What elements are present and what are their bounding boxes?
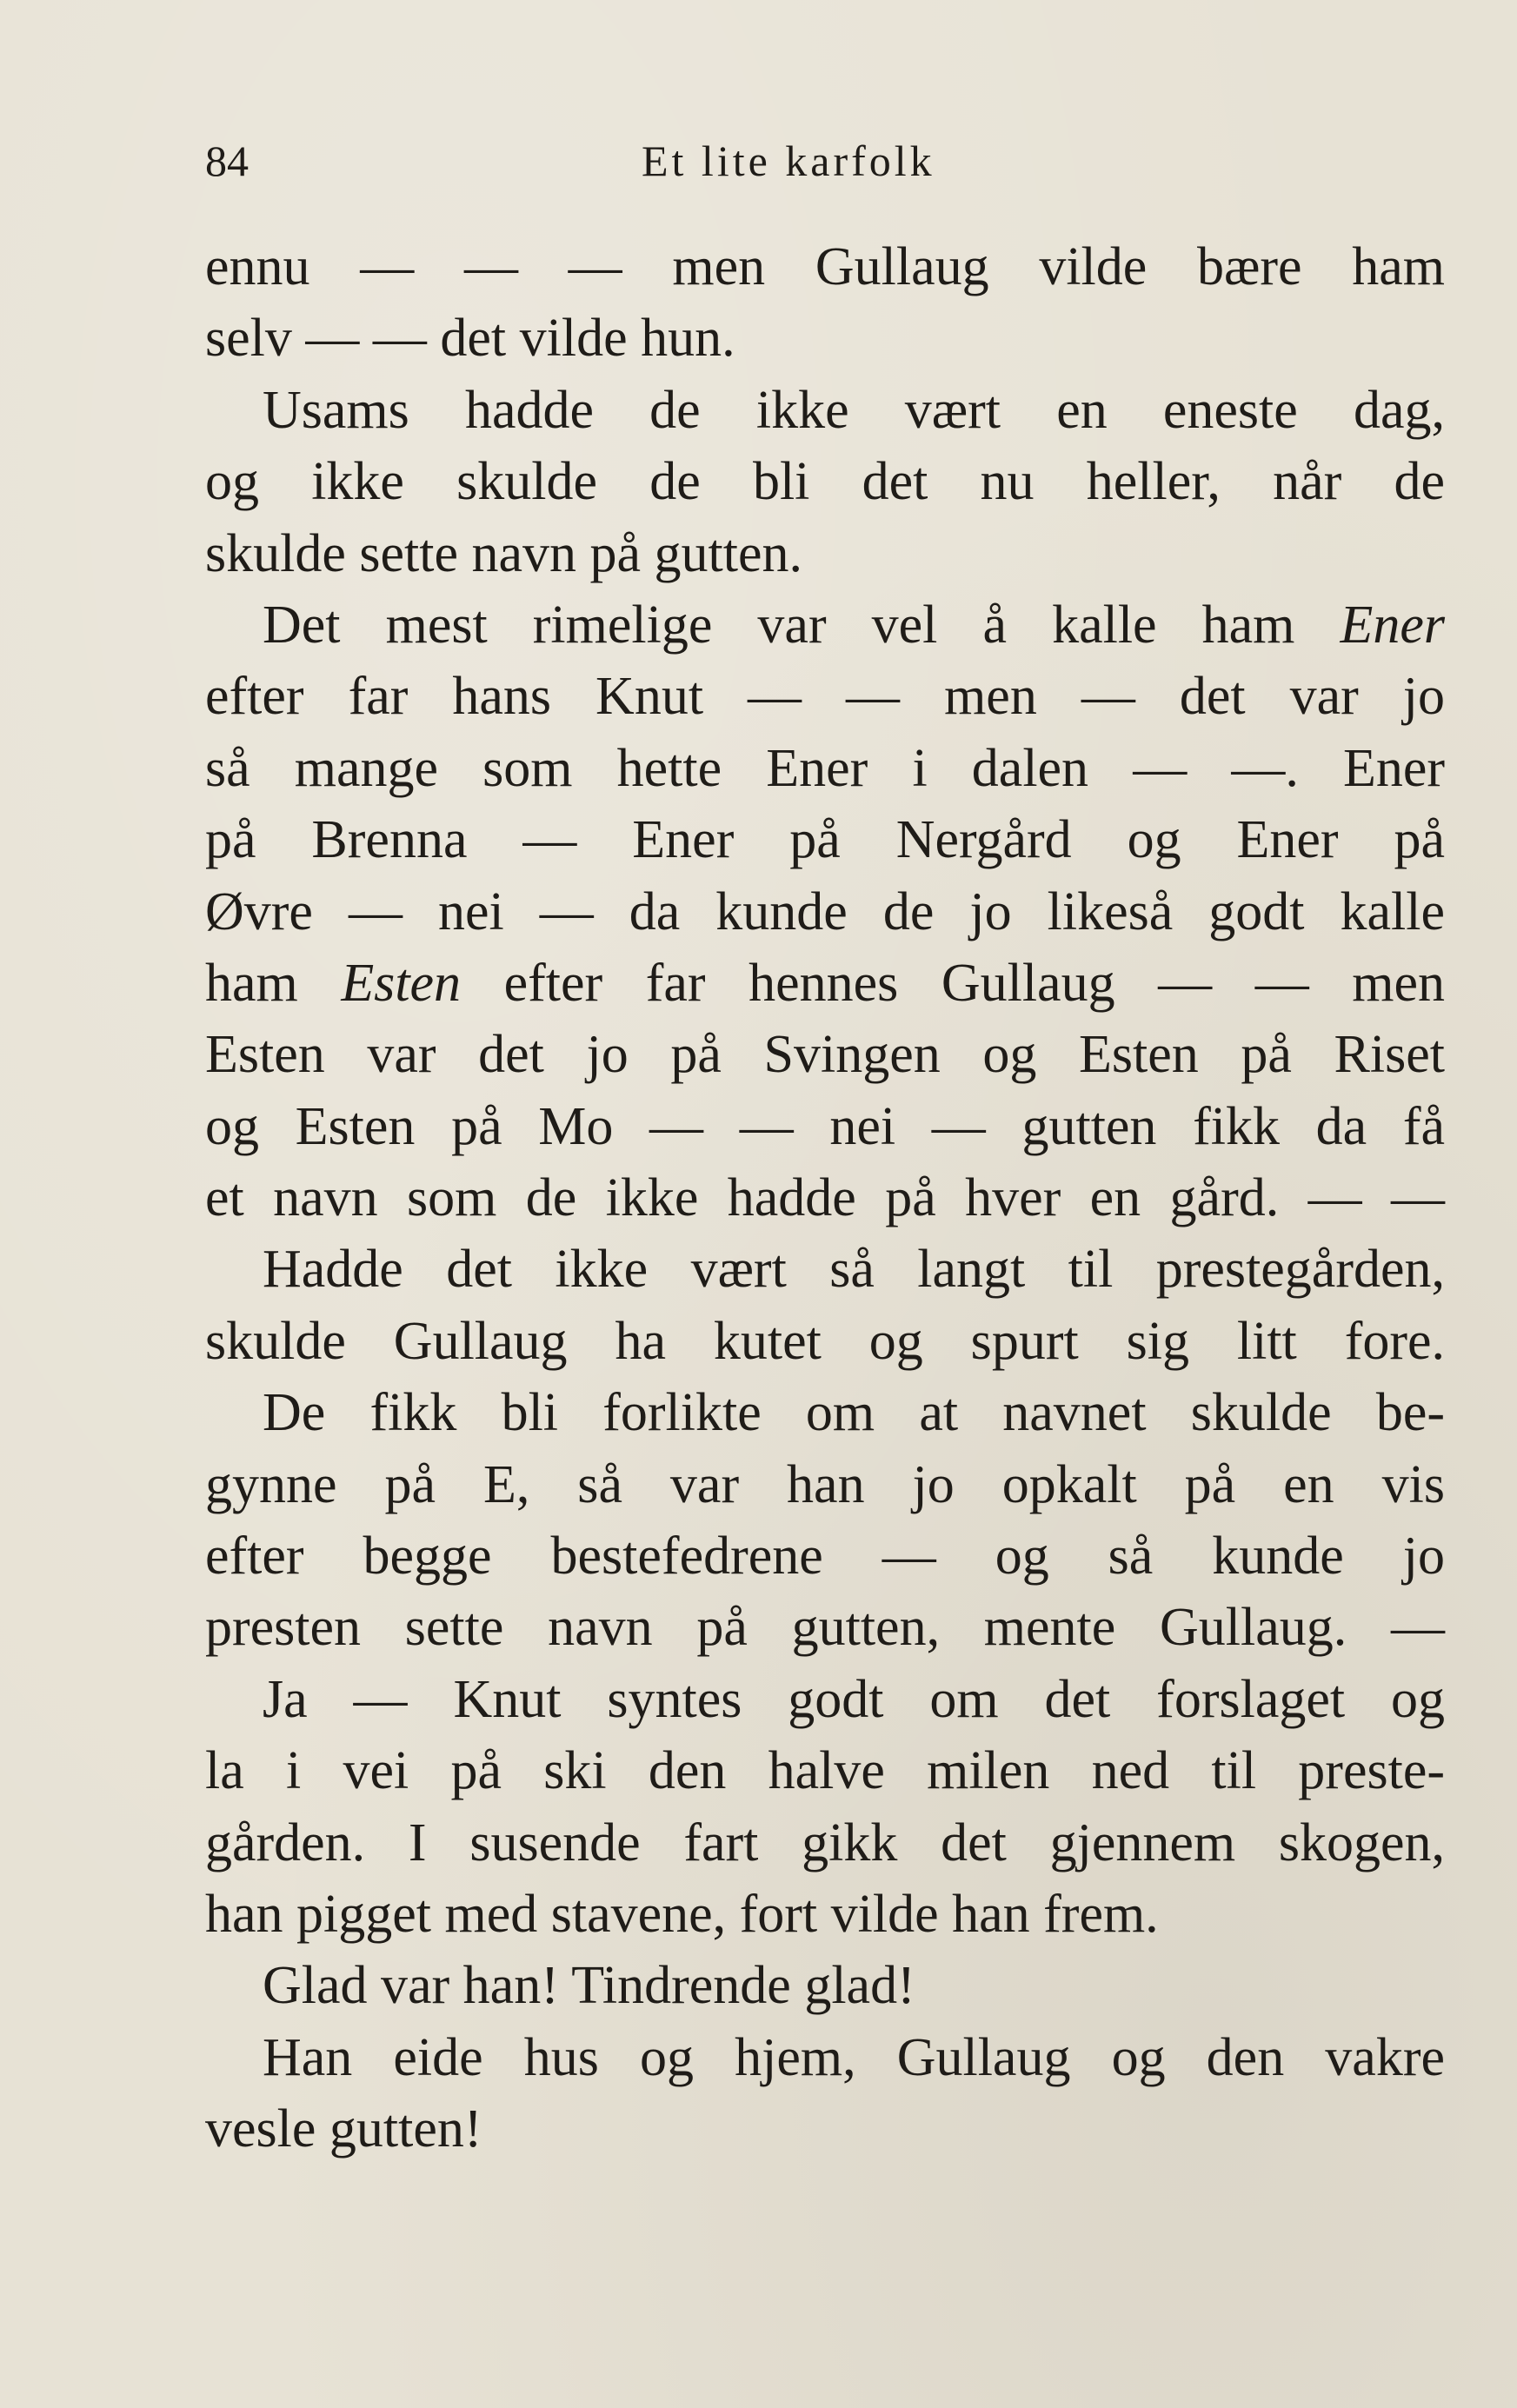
text-line: gynne på E, så var han jo opkalt på en vis xyxy=(205,1454,1445,1514)
text-line: efter begge bestefedrene — og så kunde jo xyxy=(205,1527,1445,1586)
text-line: Ja — Knut syntes godt om det forslaget og xyxy=(263,1669,1445,1729)
text-line: så mange som hette Ener i dalen — —. Ener xyxy=(205,738,1445,798)
text-line: han pigget med stavene, fort vilde han frem. xyxy=(205,1884,1159,1944)
text-line: skulde Gullaug ha kutet og spurt sig litt fore. xyxy=(205,1311,1445,1371)
text-line: Han eide hus og hjem, Gullaug og den vakre xyxy=(263,2027,1445,2087)
text-line: efter far hans Knut — — men — det var jo xyxy=(205,667,1445,727)
text-line: Esten var det jo på Svingen og Esten på Riset xyxy=(205,1025,1445,1085)
text-line: Hadde det ikke vært så langt til prestegården, xyxy=(263,1240,1445,1300)
page-number: 84 xyxy=(205,136,249,185)
text-line: ennu — — — men Gullaug vilde bære ham xyxy=(205,237,1445,296)
text-line: ham Esten efter far hennes Gullaug — — men xyxy=(205,953,1445,1013)
text-line: og ikke skulde de bli det nu heller, når de xyxy=(205,452,1445,512)
text-line: Glad var han! Tindrende glad! xyxy=(263,1956,915,2016)
body-text xyxy=(205,231,1445,2165)
running-title: Et lite karfolk xyxy=(642,136,935,185)
text-line: la i vei på ski den halve milen ned til preste- xyxy=(205,1741,1445,1801)
text-line: på Brenna — Ener på Nergård og Ener på xyxy=(205,810,1445,870)
text-line: vesle gutten! xyxy=(205,2099,482,2159)
text-line: et navn som de ikke hadde på hver en gård. — — xyxy=(205,1168,1445,1228)
running-head xyxy=(205,130,1448,191)
text-line: og Esten på Mo — — nei — gutten fikk da få xyxy=(205,1096,1445,1156)
text-line: Usams hadde de ikke vært en eneste dag, xyxy=(263,380,1445,440)
text-line: De fikk bli forlikte om at navnet skulde be- xyxy=(263,1383,1445,1443)
text-line: Øvre — nei — da kunde de jo likeså godt kalle xyxy=(205,881,1445,941)
text-line: selv — — det vilde hun. xyxy=(205,309,735,369)
text-line: presten sette navn på gutten, mente Gullaug. — xyxy=(205,1598,1445,1658)
text-line: Det mest rimelige var vel å kalle ham Ener xyxy=(263,595,1445,655)
text-line: skulde sette navn på gutten. xyxy=(205,523,802,583)
text-line: gården. I susende fart gikk det gjennem skogen, xyxy=(205,1813,1445,1873)
